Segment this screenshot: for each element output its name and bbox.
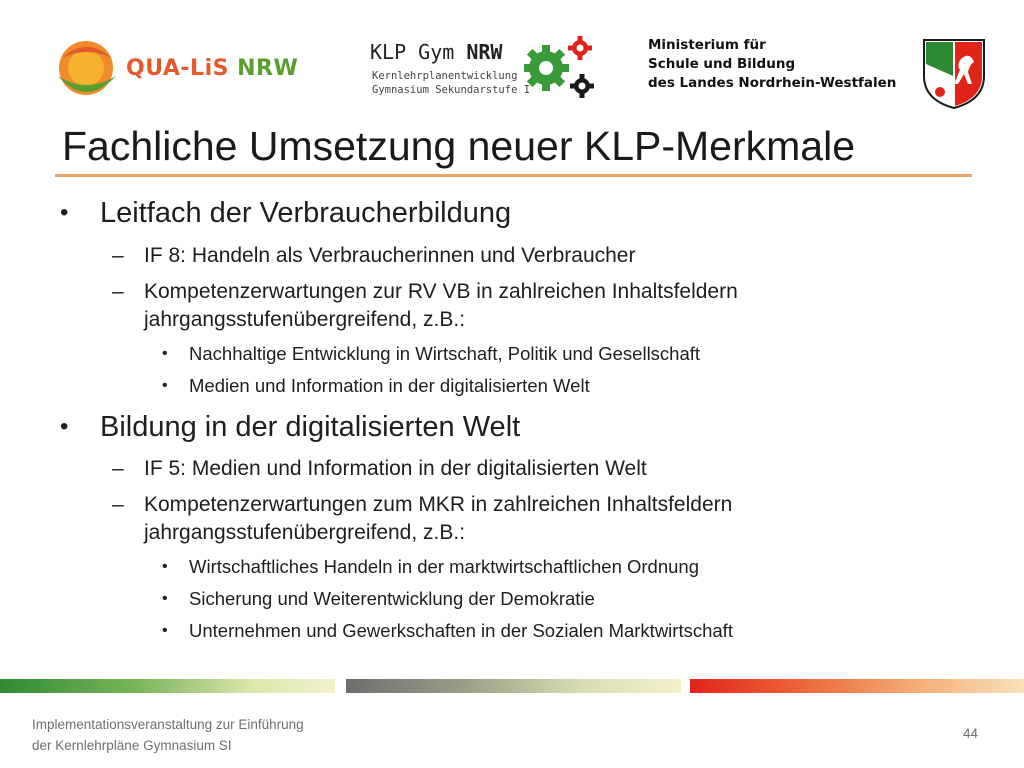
bullet-icon: • — [60, 199, 69, 226]
section-2-item-2-line-1: Kompetenzerwartungen zum MKR in zahlreichen Inhaltsfeldern — [144, 493, 733, 516]
section-2-subitem-1: Wirtschaftliches Handeln in der marktwirtschaftlichen Ordnung — [189, 556, 699, 577]
bullet-icon: • — [60, 413, 69, 440]
footer-line-1: Implementationsveranstaltung zur Einführung — [32, 717, 304, 732]
qualis-logo-suffix: NRW — [228, 56, 299, 81]
sub-bullet-icon: • — [162, 558, 168, 575]
gears-icon-group — [524, 34, 604, 106]
qualis-logo-main: QUA-LiS — [126, 56, 229, 81]
gear-green-icon — [524, 45, 569, 91]
klp-logo-title-part1: KLP Gym — [370, 40, 455, 64]
section-1-item-2-line-1: Kompetenzerwartungen zur RV VB in zahlreichen Inhaltsfeldern — [144, 280, 738, 303]
ministry-line-1: Ministerium für — [648, 37, 766, 53]
section-heading-1: Leitfach der Verbraucherbildung — [100, 197, 512, 229]
section-1-subitem-2: Medien und Information in der digitalisierten Welt — [189, 375, 590, 396]
section-heading-2: Bildung in der digitalisierten Welt — [100, 411, 521, 443]
sub-bullet-icon: • — [162, 590, 168, 607]
qualis-nrw-logo — [52, 36, 302, 108]
section-2-item-2-line-2: jahrgangsstufenübergreifend, z.B.: — [144, 521, 466, 544]
klp-logo-title-part2: NRW — [454, 40, 503, 64]
footer-text — [32, 714, 304, 756]
klp-gym-nrw-logo — [370, 40, 610, 106]
klp-logo-subtitle-2: Gymnasium Sekundarstufe I — [372, 84, 531, 96]
sub-bullet-icon: • — [162, 345, 168, 362]
ministry-line-2: Schule und Bildung — [648, 56, 796, 72]
section-2-item-1: IF 5: Medien und Information in der digitalisierten Welt — [144, 457, 647, 480]
qualis-logo-text — [126, 56, 298, 81]
title-underline — [55, 174, 972, 177]
section-1-item-1: IF 8: Handeln als Verbraucherinnen und Verbraucher — [144, 244, 636, 267]
dash-icon: – — [112, 493, 124, 516]
page-number: 44 — [962, 726, 978, 741]
klp-logo-subtitle-1: Kernlehrplanentwicklung — [372, 70, 518, 82]
page-title: Fachliche Umsetzung neuer KLP-Merkmale — [62, 123, 855, 169]
gear-black-icon — [570, 74, 594, 98]
sub-bullet-icon: • — [162, 377, 168, 394]
footer-bar-red — [690, 679, 1024, 693]
section-1-item-2-line-2: jahrgangsstufenübergreifend, z.B.: — [144, 308, 466, 331]
footer-bar-green — [0, 679, 335, 693]
section-2-subitem-3: Unternehmen und Gewerkschaften in der Sozialen Marktwirtschaft — [189, 620, 733, 641]
gear-red-icon — [568, 36, 592, 60]
section-2-subitem-2: Sicherung und Weiterentwicklung der Demokratie — [189, 588, 595, 609]
dash-icon: – — [112, 280, 124, 303]
dash-icon: – — [112, 457, 124, 480]
sub-bullet-icon: • — [162, 622, 168, 639]
ministry-line-3: des Landes Nordrhein-Westfalen — [648, 75, 897, 91]
footer-bar-gray — [346, 679, 681, 693]
footer-line-2: der Kernlehrpläne Gymnasium SI — [32, 738, 232, 753]
nrw-crest-icon — [920, 36, 988, 110]
klp-logo-title — [370, 40, 502, 64]
dash-icon: – — [112, 244, 124, 267]
qualis-logo-icon — [52, 36, 122, 108]
ministry-logo — [648, 36, 898, 96]
section-1-subitem-1: Nachhaltige Entwicklung in Wirtschaft, Politik und Gesellschaft — [189, 343, 701, 364]
